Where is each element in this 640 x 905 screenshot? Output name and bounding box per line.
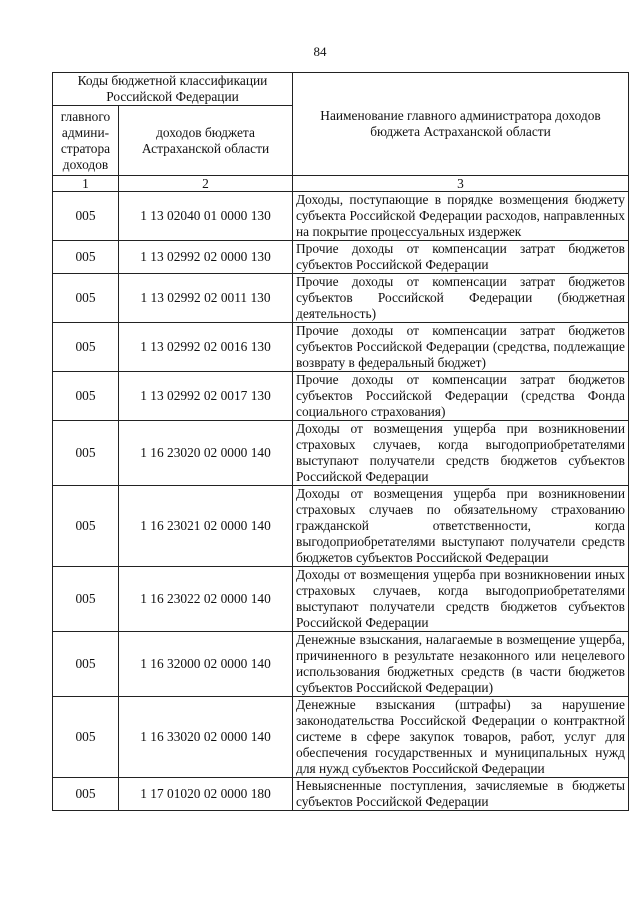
table-row xyxy=(53,486,629,567)
table-row xyxy=(53,192,629,241)
income-name: Денежные взыскания (штрафы) за нарушение законодательства Российской Федерации о контрактной системе в сфере закупок товаров, работ, услуг для обеспечения государственных и муниципальных нужд для нужд субъектов Российской Федерации xyxy=(293,697,629,778)
income-name: Доходы от возмещения ущерба при возникновении страховых случаев по обязательному страхованию гражданской ответственности, когда выгодоприобретателями выступают получатели средств бюджетов субъектов Российской Федерации xyxy=(293,486,629,567)
admin-code: 005 xyxy=(53,421,119,486)
income-name: Денежные взыскания, налагаемые в возмещение ущерба, причиненного в результате незаконного или нецелевого использования бюджетных средств (в части бюджетов субъектов Российской Федерации) xyxy=(293,632,629,697)
income-name: Доходы от возмещения ущерба при возникновении страховых случаев, когда выгодоприобретателями выступают получатели средств бюджетов субъектов Российской Федерации xyxy=(293,421,629,486)
admin-code: 005 xyxy=(53,486,119,567)
header-group-title: Коды бюджетной классификации Российской Федерации xyxy=(53,73,293,106)
admin-code: 005 xyxy=(53,697,119,778)
income-name: Прочие доходы от компенсации затрат бюджетов субъектов Российской Федерации (бюджетная деятельность) xyxy=(293,274,629,323)
income-name: Прочие доходы от компенсации затрат бюджетов субъектов Российской Федерации xyxy=(293,241,629,274)
income-code: 1 16 23022 02 0000 140 xyxy=(119,567,293,632)
header-income-column: доходов бюджета Астраханской области xyxy=(119,106,293,176)
admin-code: 005 xyxy=(53,241,119,274)
table-row xyxy=(53,697,629,778)
income-code: 1 16 23020 02 0000 140 xyxy=(119,421,293,486)
table-row xyxy=(53,241,629,274)
table-row xyxy=(53,421,629,486)
header-admin-column: главного админи-стратора доходов xyxy=(53,106,119,176)
income-name: Доходы, поступающие в порядке возмещения бюджету субъекта Российской Федерации расходов, направленных на покрытие процессуальных издержек xyxy=(293,192,629,241)
income-code: 1 16 23021 02 0000 140 xyxy=(119,486,293,567)
table-row xyxy=(53,567,629,632)
income-code: 1 13 02040 01 0000 130 xyxy=(119,192,293,241)
income-name: Невыясненные поступления, зачисляемые в бюджеты субъектов Российской Федерации xyxy=(293,778,629,811)
income-code: 1 13 02992 02 0016 130 xyxy=(119,323,293,372)
income-code: 1 16 32000 02 0000 140 xyxy=(119,632,293,697)
budget-classification-table xyxy=(52,72,629,811)
income-name: Доходы от возмещения ущерба при возникновении иных страховых случаев, когда выгодоприобретателями выступают получатели средств бюджетов субъектов Российской Федерации xyxy=(293,567,629,632)
column-number: 1 xyxy=(53,176,119,192)
income-name: Прочие доходы от компенсации затрат бюджетов субъектов Российской Федерации (средства, подлежащие возврату в федеральный бюджет) xyxy=(293,323,629,372)
income-code: 1 13 02992 02 0000 130 xyxy=(119,241,293,274)
income-code: 1 17 01020 02 0000 180 xyxy=(119,778,293,811)
table-row xyxy=(53,372,629,421)
admin-code: 005 xyxy=(53,274,119,323)
column-number: 3 xyxy=(293,176,629,192)
table-row xyxy=(53,274,629,323)
admin-code: 005 xyxy=(53,372,119,421)
income-code: 1 16 33020 02 0000 140 xyxy=(119,697,293,778)
admin-code: 005 xyxy=(53,567,119,632)
admin-code: 005 xyxy=(53,632,119,697)
income-code: 1 13 02992 02 0011 130 xyxy=(119,274,293,323)
table-row xyxy=(53,632,629,697)
admin-code: 005 xyxy=(53,323,119,372)
column-number: 2 xyxy=(119,176,293,192)
table-row xyxy=(53,323,629,372)
admin-code: 005 xyxy=(53,778,119,811)
header-name-column: Наименование главного администратора доходов бюджета Астраханской области xyxy=(293,73,629,176)
income-code: 1 13 02992 02 0017 130 xyxy=(119,372,293,421)
page-number: 84 xyxy=(313,44,327,59)
income-name: Прочие доходы от компенсации затрат бюджетов субъектов Российской Федерации (средства Фонда социального страхования) xyxy=(293,372,629,421)
admin-code: 005 xyxy=(53,192,119,241)
table-row xyxy=(53,778,629,811)
